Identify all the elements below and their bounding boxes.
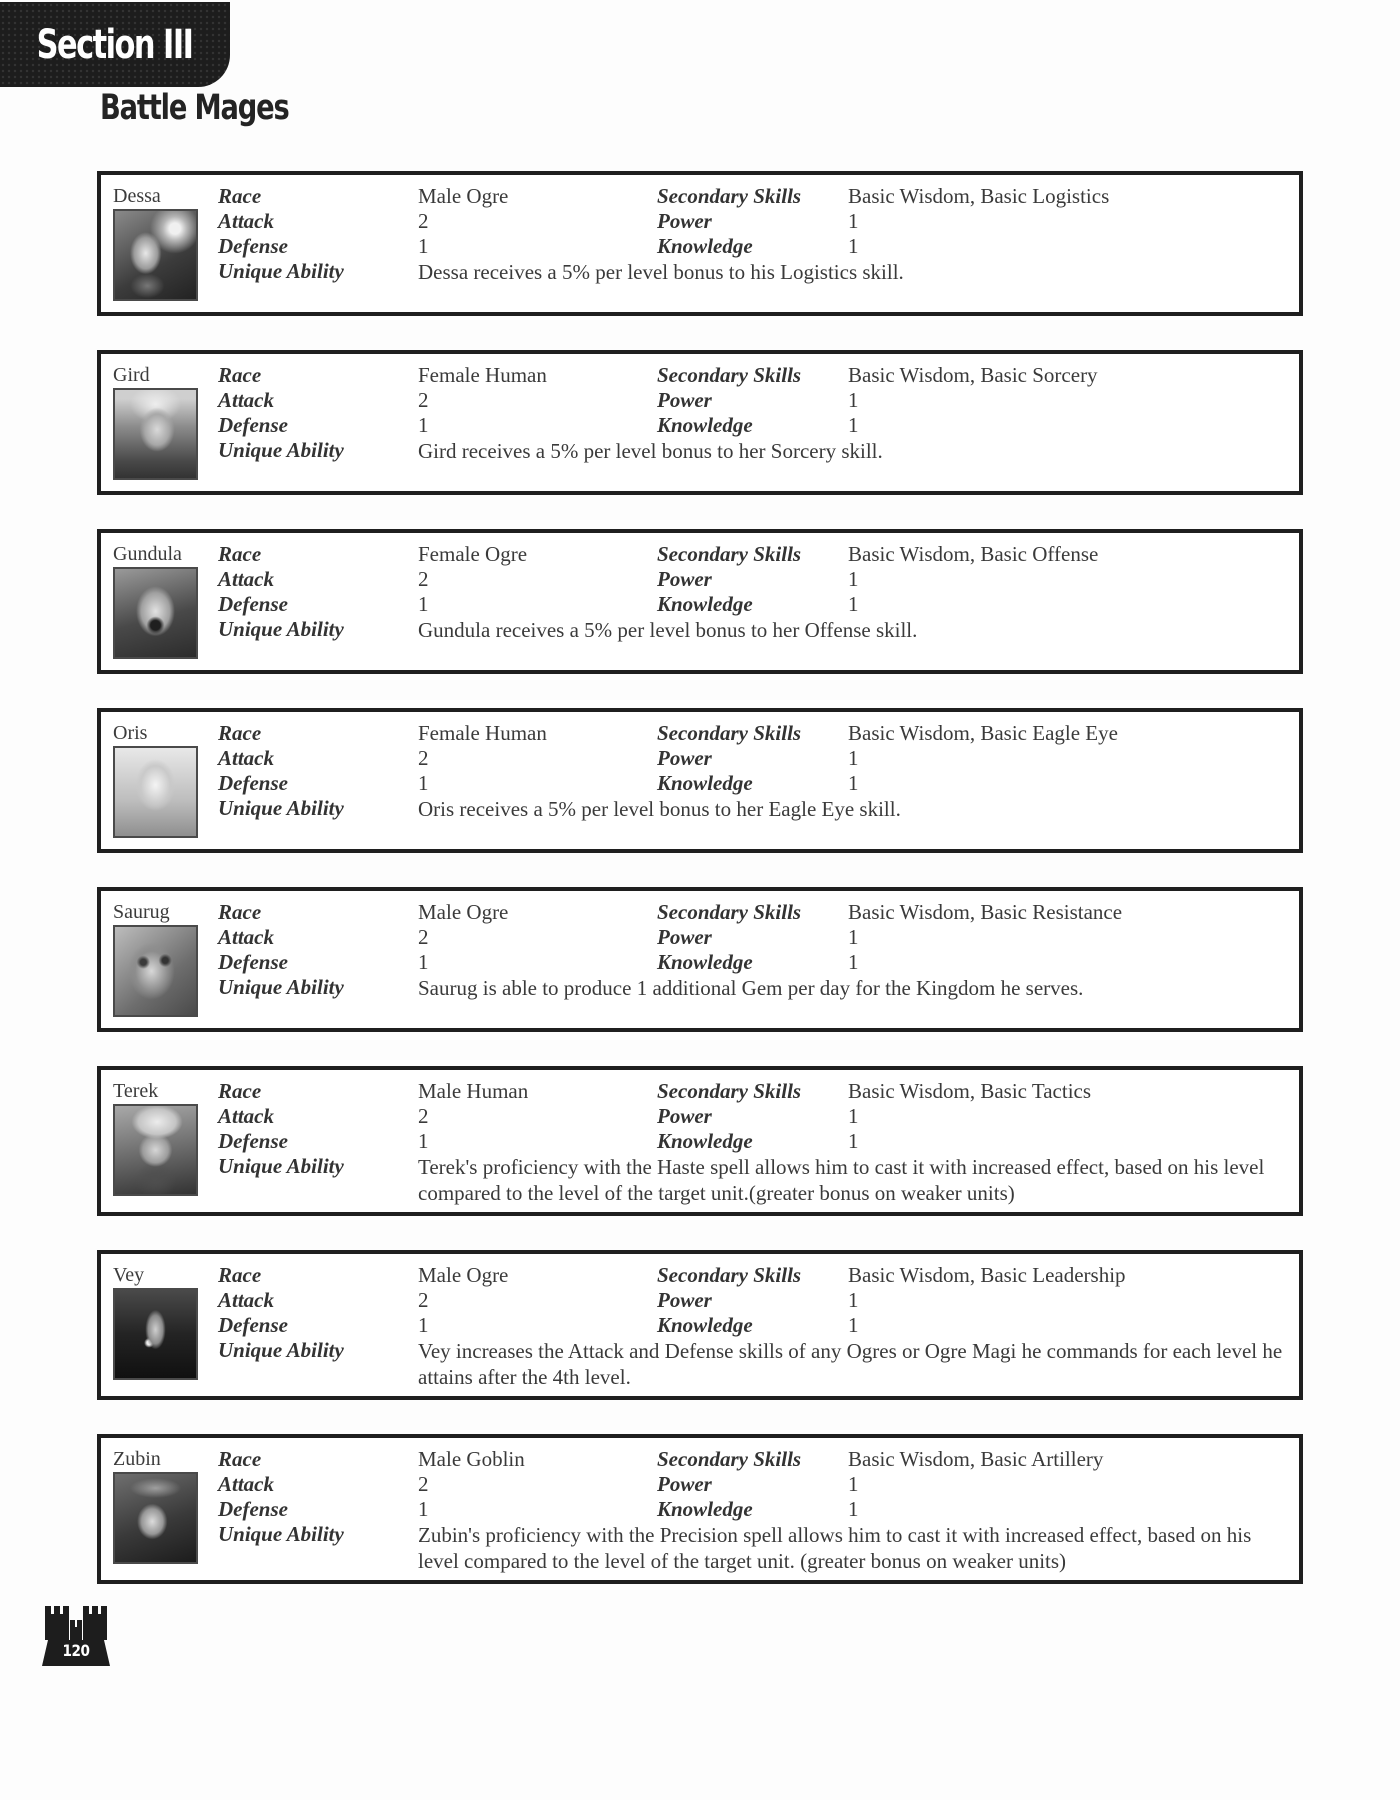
mage-name: Oris [113, 722, 148, 744]
defense-label: Defense [218, 1497, 288, 1521]
unique-ability-label: Unique Ability [218, 259, 344, 283]
mage-stats-grid [218, 542, 1291, 664]
unique-ability-value: Vey increases the Attack and Defense skills of any Ogres or Ogre Magi he commands for each level he attains after the 4th level. [418, 1339, 1283, 1389]
mage-card-left-column [113, 363, 218, 485]
knowledge-label: Knowledge [657, 234, 753, 258]
attack-value: 2 [418, 1288, 429, 1312]
power-value: 1 [848, 1288, 859, 1312]
race-value: Female Human [418, 363, 547, 387]
unique-ability-value: Dessa receives a 5% per level bonus to his Logistics skill. [418, 260, 904, 284]
mage-stats-grid [218, 721, 1291, 843]
secondary-skills-label: Secondary Skills [657, 1447, 802, 1471]
mage-stats-grid [218, 363, 1291, 485]
secondary-skills-label: Secondary Skills [657, 363, 802, 387]
power-label: Power [657, 925, 712, 949]
secondary-skills-label: Secondary Skills [657, 1263, 802, 1287]
mage-name: Gundula [113, 543, 182, 565]
unique-ability-value: Gundula receives a 5% per level bonus to her Offense skill. [418, 618, 918, 642]
knowledge-label: Knowledge [657, 592, 753, 616]
defense-label: Defense [218, 1313, 288, 1337]
power-value: 1 [848, 746, 859, 770]
unique-ability-value: Saurug is able to produce 1 additional Gem per day for the Kingdom he serves. [418, 976, 1084, 1000]
power-value: 1 [848, 1104, 859, 1128]
power-label: Power [657, 1104, 712, 1128]
attack-label: Attack [218, 388, 274, 412]
race-value: Female Ogre [418, 542, 528, 566]
knowledge-value: 1 [848, 1313, 859, 1337]
knowledge-value: 1 [848, 1497, 859, 1521]
defense-label: Defense [218, 592, 288, 616]
mage-card-left-column [113, 900, 218, 1022]
mage-portrait [113, 925, 198, 1017]
power-label: Power [657, 1472, 712, 1496]
mage-name: Terek [113, 1080, 159, 1102]
unique-ability-label: Unique Ability [218, 617, 344, 641]
attack-value: 2 [418, 925, 429, 949]
race-value: Female Human [418, 721, 547, 745]
mage-card [97, 1434, 1303, 1584]
mage-card [97, 708, 1303, 853]
knowledge-value: 1 [848, 771, 859, 795]
defense-label: Defense [218, 234, 288, 258]
defense-label: Defense [218, 771, 288, 795]
attack-label: Attack [218, 1472, 274, 1496]
power-value: 1 [848, 1472, 859, 1496]
defense-value: 1 [418, 1129, 429, 1153]
race-label: Race [218, 1447, 262, 1471]
unique-ability-label: Unique Ability [218, 1154, 344, 1178]
castle-page-marker [39, 1604, 113, 1668]
mage-portrait [113, 1472, 198, 1564]
secondary-skills-value: Basic Wisdom, Basic Sorcery [848, 363, 1098, 387]
section-label: Section III [37, 21, 193, 68]
knowledge-label: Knowledge [657, 771, 753, 795]
attack-label: Attack [218, 209, 274, 233]
mage-card-left-column [113, 1263, 218, 1390]
mage-portrait [113, 1288, 198, 1380]
mage-name: Dessa [113, 185, 161, 207]
mage-list [97, 171, 1303, 1618]
secondary-skills-value: Basic Wisdom, Basic Offense [848, 542, 1099, 566]
race-value: Male Ogre [418, 900, 509, 924]
mage-portrait [113, 388, 198, 480]
race-value: Male Human [418, 1079, 529, 1103]
race-value: Male Ogre [418, 1263, 509, 1287]
knowledge-label: Knowledge [657, 1313, 753, 1337]
mage-card-left-column [113, 184, 218, 306]
defense-value: 1 [418, 592, 429, 616]
page-number: 120 [62, 1641, 90, 1660]
power-label: Power [657, 388, 712, 412]
attack-label: Attack [218, 567, 274, 591]
attack-value: 2 [418, 209, 429, 233]
section-tab [0, 2, 230, 87]
knowledge-label: Knowledge [657, 413, 753, 437]
mage-name: Gird [113, 364, 150, 386]
defense-label: Defense [218, 413, 288, 437]
unique-ability-label: Unique Ability [218, 1522, 344, 1546]
attack-label: Attack [218, 1104, 274, 1128]
race-label: Race [218, 1263, 262, 1287]
knowledge-value: 1 [848, 413, 859, 437]
mage-stats-grid [218, 1079, 1291, 1206]
mage-stats-grid [218, 1447, 1291, 1574]
unique-ability-value: Zubin's proficiency with the Precision spell allows him to cast it with increased effect, based on his level compared to the level of the target unit. (greater bonus on weaker units) [418, 1523, 1252, 1573]
secondary-skills-value: Basic Wisdom, Basic Artillery [848, 1447, 1104, 1471]
secondary-skills-value: Basic Wisdom, Basic Eagle Eye [848, 721, 1118, 745]
knowledge-label: Knowledge [657, 1129, 753, 1153]
unique-ability-label: Unique Ability [218, 1338, 344, 1362]
race-label: Race [218, 184, 262, 208]
secondary-skills-label: Secondary Skills [657, 1079, 802, 1103]
mage-stats-grid [218, 1263, 1291, 1390]
mage-stats-grid [218, 184, 1291, 306]
attack-value: 2 [418, 567, 429, 591]
defense-value: 1 [418, 1497, 429, 1521]
power-value: 1 [848, 388, 859, 412]
power-label: Power [657, 567, 712, 591]
mage-portrait [113, 209, 198, 301]
mage-card [97, 887, 1303, 1032]
knowledge-label: Knowledge [657, 950, 753, 974]
power-label: Power [657, 1288, 712, 1312]
mage-card [97, 529, 1303, 674]
mage-name: Saurug [113, 901, 170, 923]
secondary-skills-label: Secondary Skills [657, 184, 802, 208]
power-value: 1 [848, 567, 859, 591]
mage-card-left-column [113, 542, 218, 664]
mage-card [97, 1250, 1303, 1400]
secondary-skills-value: Basic Wisdom, Basic Logistics [848, 184, 1110, 208]
mage-name: Zubin [113, 1448, 161, 1470]
unique-ability-label: Unique Ability [218, 796, 344, 820]
attack-value: 2 [418, 388, 429, 412]
power-label: Power [657, 746, 712, 770]
race-label: Race [218, 900, 262, 924]
knowledge-label: Knowledge [657, 1497, 753, 1521]
knowledge-value: 1 [848, 592, 859, 616]
power-value: 1 [848, 925, 859, 949]
mage-card [97, 1066, 1303, 1216]
mage-card-left-column [113, 721, 218, 843]
mage-card-left-column [113, 1079, 218, 1206]
unique-ability-value: Oris receives a 5% per level bonus to her Eagle Eye skill. [418, 797, 901, 821]
attack-value: 2 [418, 1104, 429, 1128]
race-label: Race [218, 542, 262, 566]
secondary-skills-value: Basic Wisdom, Basic Resistance [848, 900, 1123, 924]
defense-value: 1 [418, 413, 429, 437]
defense-label: Defense [218, 1129, 288, 1153]
defense-value: 1 [418, 1313, 429, 1337]
defense-label: Defense [218, 950, 288, 974]
knowledge-value: 1 [848, 1129, 859, 1153]
mage-name: Vey [113, 1264, 145, 1286]
attack-label: Attack [218, 925, 274, 949]
mage-stats-grid [218, 900, 1291, 1022]
mage-card [97, 171, 1303, 316]
attack-label: Attack [218, 1288, 274, 1312]
secondary-skills-label: Secondary Skills [657, 900, 802, 924]
secondary-skills-label: Secondary Skills [657, 542, 802, 566]
mage-card-left-column [113, 1447, 218, 1574]
power-label: Power [657, 209, 712, 233]
knowledge-value: 1 [848, 234, 859, 258]
mage-portrait [113, 746, 198, 838]
attack-value: 2 [418, 1472, 429, 1496]
knowledge-value: 1 [848, 950, 859, 974]
attack-value: 2 [418, 746, 429, 770]
page-title: Battle Mages [100, 88, 289, 128]
unique-ability-value: Terek's proficiency with the Haste spell allows him to cast it with increased effect, based on his level compared to the level of the target unit.(greater bonus on weaker units) [418, 1155, 1265, 1205]
secondary-skills-value: Basic Wisdom, Basic Leadership [848, 1263, 1126, 1287]
power-value: 1 [848, 209, 859, 233]
secondary-skills-value: Basic Wisdom, Basic Tactics [848, 1079, 1092, 1103]
defense-value: 1 [418, 771, 429, 795]
mage-card [97, 350, 1303, 495]
race-value: Male Goblin [418, 1447, 525, 1471]
race-label: Race [218, 363, 262, 387]
defense-value: 1 [418, 950, 429, 974]
mage-portrait [113, 567, 198, 659]
unique-ability-label: Unique Ability [218, 438, 344, 462]
unique-ability-label: Unique Ability [218, 975, 344, 999]
mage-portrait [113, 1104, 198, 1196]
unique-ability-value: Gird receives a 5% per level bonus to her Sorcery skill. [418, 439, 883, 463]
race-value: Male Ogre [418, 184, 509, 208]
race-label: Race [218, 721, 262, 745]
attack-label: Attack [218, 746, 274, 770]
secondary-skills-label: Secondary Skills [657, 721, 802, 745]
defense-value: 1 [418, 234, 429, 258]
race-label: Race [218, 1079, 262, 1103]
